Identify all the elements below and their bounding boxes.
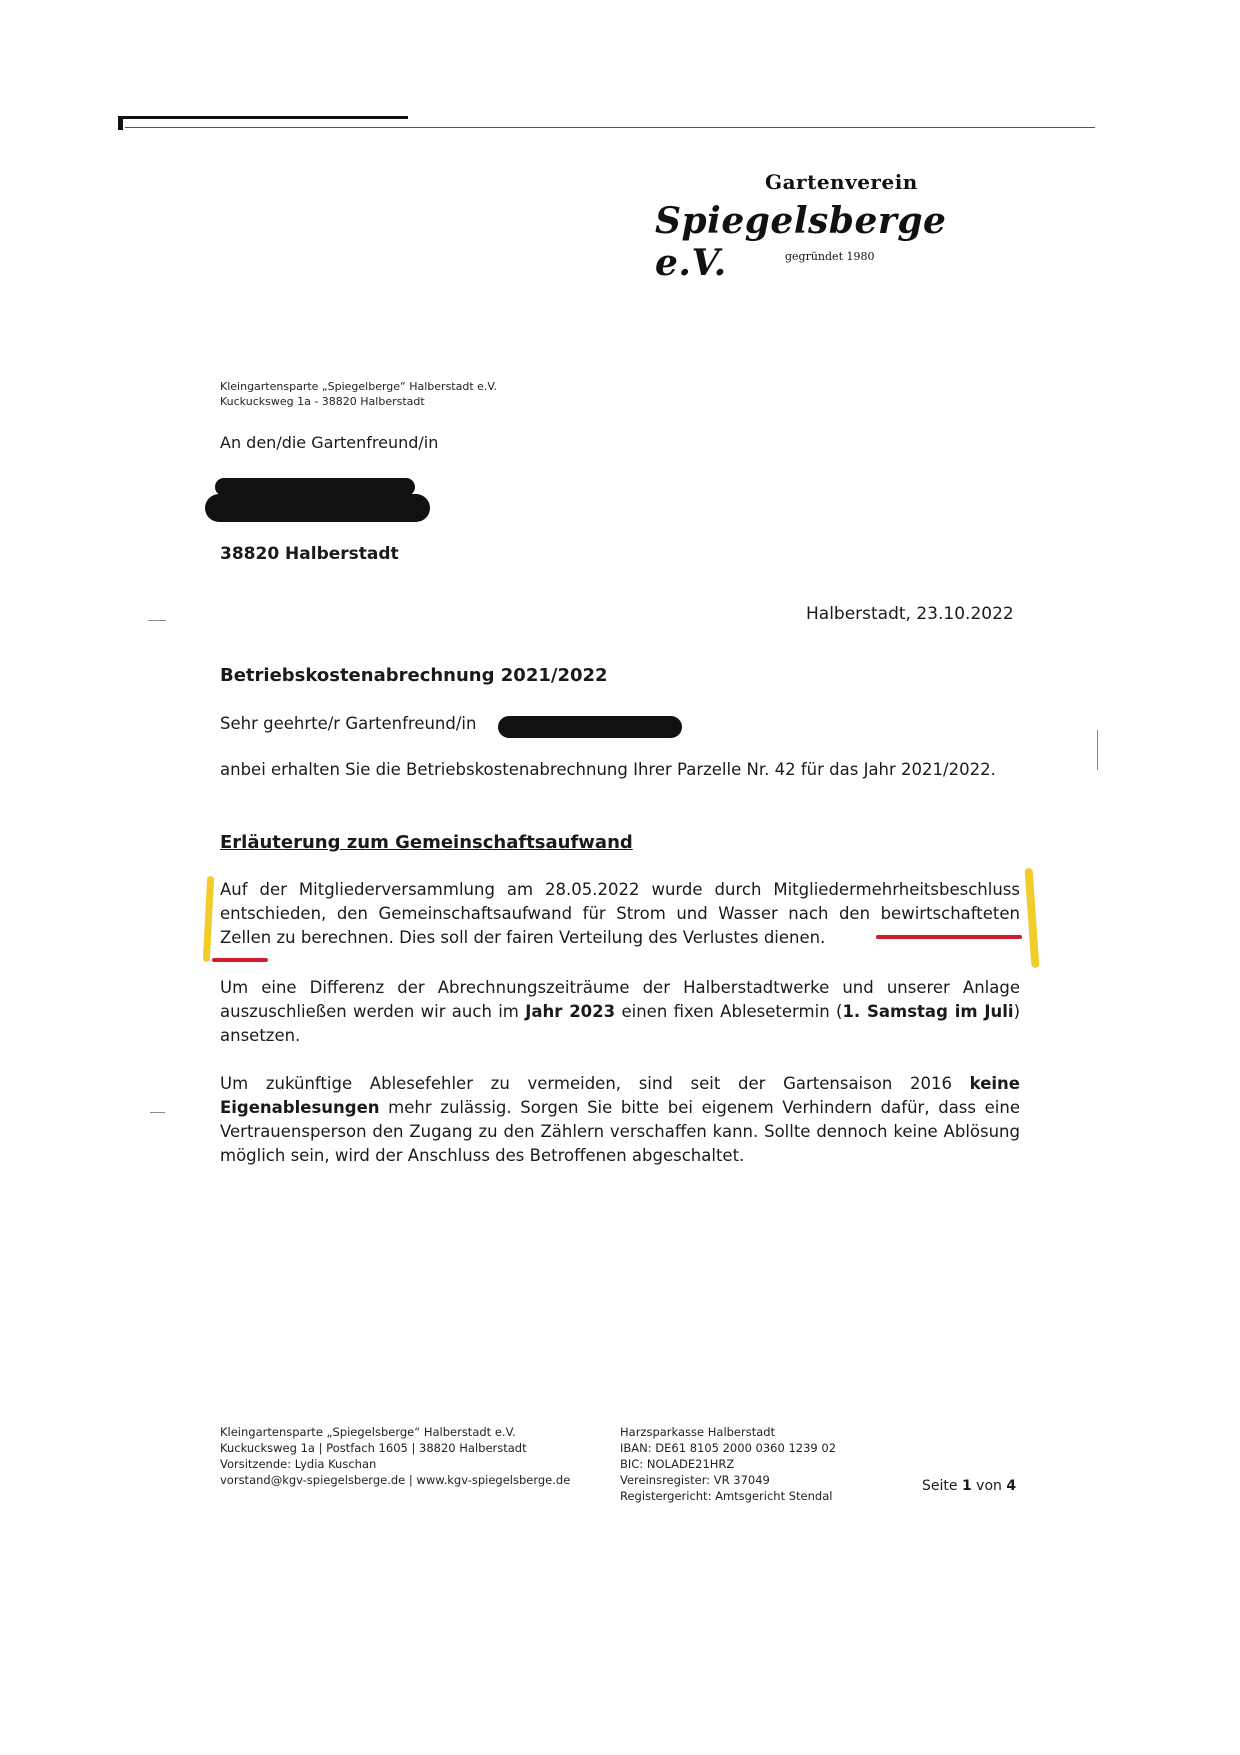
p4-text-2: mehr zulässig. Sorgen Sie bitte bei eigenem Verhindern dafür, dass eine Vertrauensperson den Zugang zu den Zählern verschaffen kann. Sollte dennoch keine Ablösung möglich sein, wird der Anschluss des Betroffenen abgeschaltet. — [220, 1098, 1020, 1165]
scan-speck — [150, 1112, 165, 1113]
redaction-mark — [498, 716, 682, 738]
footer-club-info — [220, 1424, 570, 1488]
scan-header-rule — [125, 127, 1095, 128]
underline-mark — [212, 958, 268, 962]
redaction-mark — [205, 494, 430, 522]
section-heading: Erläuterung zum Gemeinschaftsaufwand — [220, 832, 633, 853]
scan-edge-line — [118, 116, 408, 119]
footer-left-line-4: vorstand@kgv-spiegelsberge.de | www.kgv-spiegelsberge.de — [220, 1473, 571, 1487]
recipient-salutation-line: An den/die Gartenfreund/in — [220, 433, 439, 452]
paragraph-self-reading — [220, 1072, 1020, 1168]
letter-subject: Betriebskostenabrechnung 2021/2022 — [220, 665, 608, 686]
p4-bold-1: keine Eigenablesungen — [220, 1074, 1020, 1117]
logo-founded: gegründet 1980 — [785, 250, 875, 263]
p3-text-1: Um eine Differenz der Abrechnungszeiträume der Halberstadtwerke und unserer Anlage auszuschließen werden wir auch im — [220, 978, 1020, 1021]
scan-speck — [1097, 730, 1098, 770]
page-middle: von — [976, 1478, 1002, 1494]
page-prefix: Seite — [922, 1478, 958, 1494]
club-logo — [640, 170, 1020, 284]
footer-bank-info — [620, 1424, 836, 1504]
page-current: 1 — [961, 1478, 972, 1494]
recipient-city: 38820 Halberstadt — [220, 544, 399, 564]
logo-line-2: Spiegelsberge e.V. — [655, 200, 947, 284]
footer-right-line-5: Registergericht: Amtsgericht Stendal — [620, 1489, 833, 1503]
intro-paragraph: anbei erhalten Sie die Betriebskostenabrechnung Ihrer Parzelle Nr. 42 für das Jahr 2021/2022. — [220, 760, 996, 779]
footer-right-line-4: Vereinsregister: VR 37049 — [620, 1473, 770, 1487]
paragraph-reading-date — [220, 976, 1020, 1048]
sender-line-2: Kuckucksweg 1a - 38820 Halberstadt — [220, 395, 425, 408]
paragraph-resolution: Auf der Mitgliederversammlung am 28.05.2022 wurde durch Mitgliedermehrheitsbeschluss entschieden, den Gemeinschaftsaufwand für Strom und Wasser nach den bewirtschafteten Zellen zu berechnen. Dies soll der fairen Verteilung des Verlustes dienen. — [220, 880, 1020, 947]
sender-address — [220, 379, 497, 409]
footer-left-line-1: Kleingartensparte „Spiegelsberge“ Halberstadt e.V. — [220, 1425, 516, 1439]
letter-salutation: Sehr geehrte/r Gartenfreund/in — [220, 714, 477, 733]
scan-edge-corner — [118, 116, 123, 130]
logo-line-1: Gartenverein — [765, 170, 918, 194]
scan-speck — [148, 620, 166, 621]
p4-text-1: Um zukünftige Ablesefehler zu vermeiden, sind seit der Gartensaison 2016 — [220, 1074, 970, 1093]
p3-bold-1: Jahr 2023 — [525, 1002, 616, 1021]
underline-mark — [876, 935, 1022, 939]
highlight-mark — [1025, 868, 1040, 968]
p3-text-3: ) ansetzen. — [220, 1002, 1021, 1045]
footer-right-line-2: IBAN: DE61 8105 2000 0360 1239 02 — [620, 1441, 837, 1455]
footer-left-line-2: Kuckucksweg 1a | Postfach 1605 | 38820 Halberstadt — [220, 1441, 527, 1455]
p3-text-2: einen fixen Ablesetermin ( — [615, 1002, 843, 1021]
sender-line-1: Kleingartensparte „Spiegelberge“ Halberstadt e.V. — [220, 380, 498, 393]
footer-right-line-3: BIC: NOLADE21HRZ — [620, 1457, 735, 1471]
highlight-mark — [203, 876, 214, 962]
footer-right-line-1: Harzsparkasse Halberstadt — [620, 1425, 776, 1439]
p3-bold-2: 1. Samstag im Juli — [842, 1002, 1014, 1021]
page-number — [922, 1478, 1016, 1494]
page-total: 4 — [1006, 1478, 1017, 1494]
letter-date: Halberstadt, 23.10.2022 — [806, 604, 1014, 624]
footer-left-line-3: Vorsitzende: Lydia Kuschan — [220, 1457, 377, 1471]
